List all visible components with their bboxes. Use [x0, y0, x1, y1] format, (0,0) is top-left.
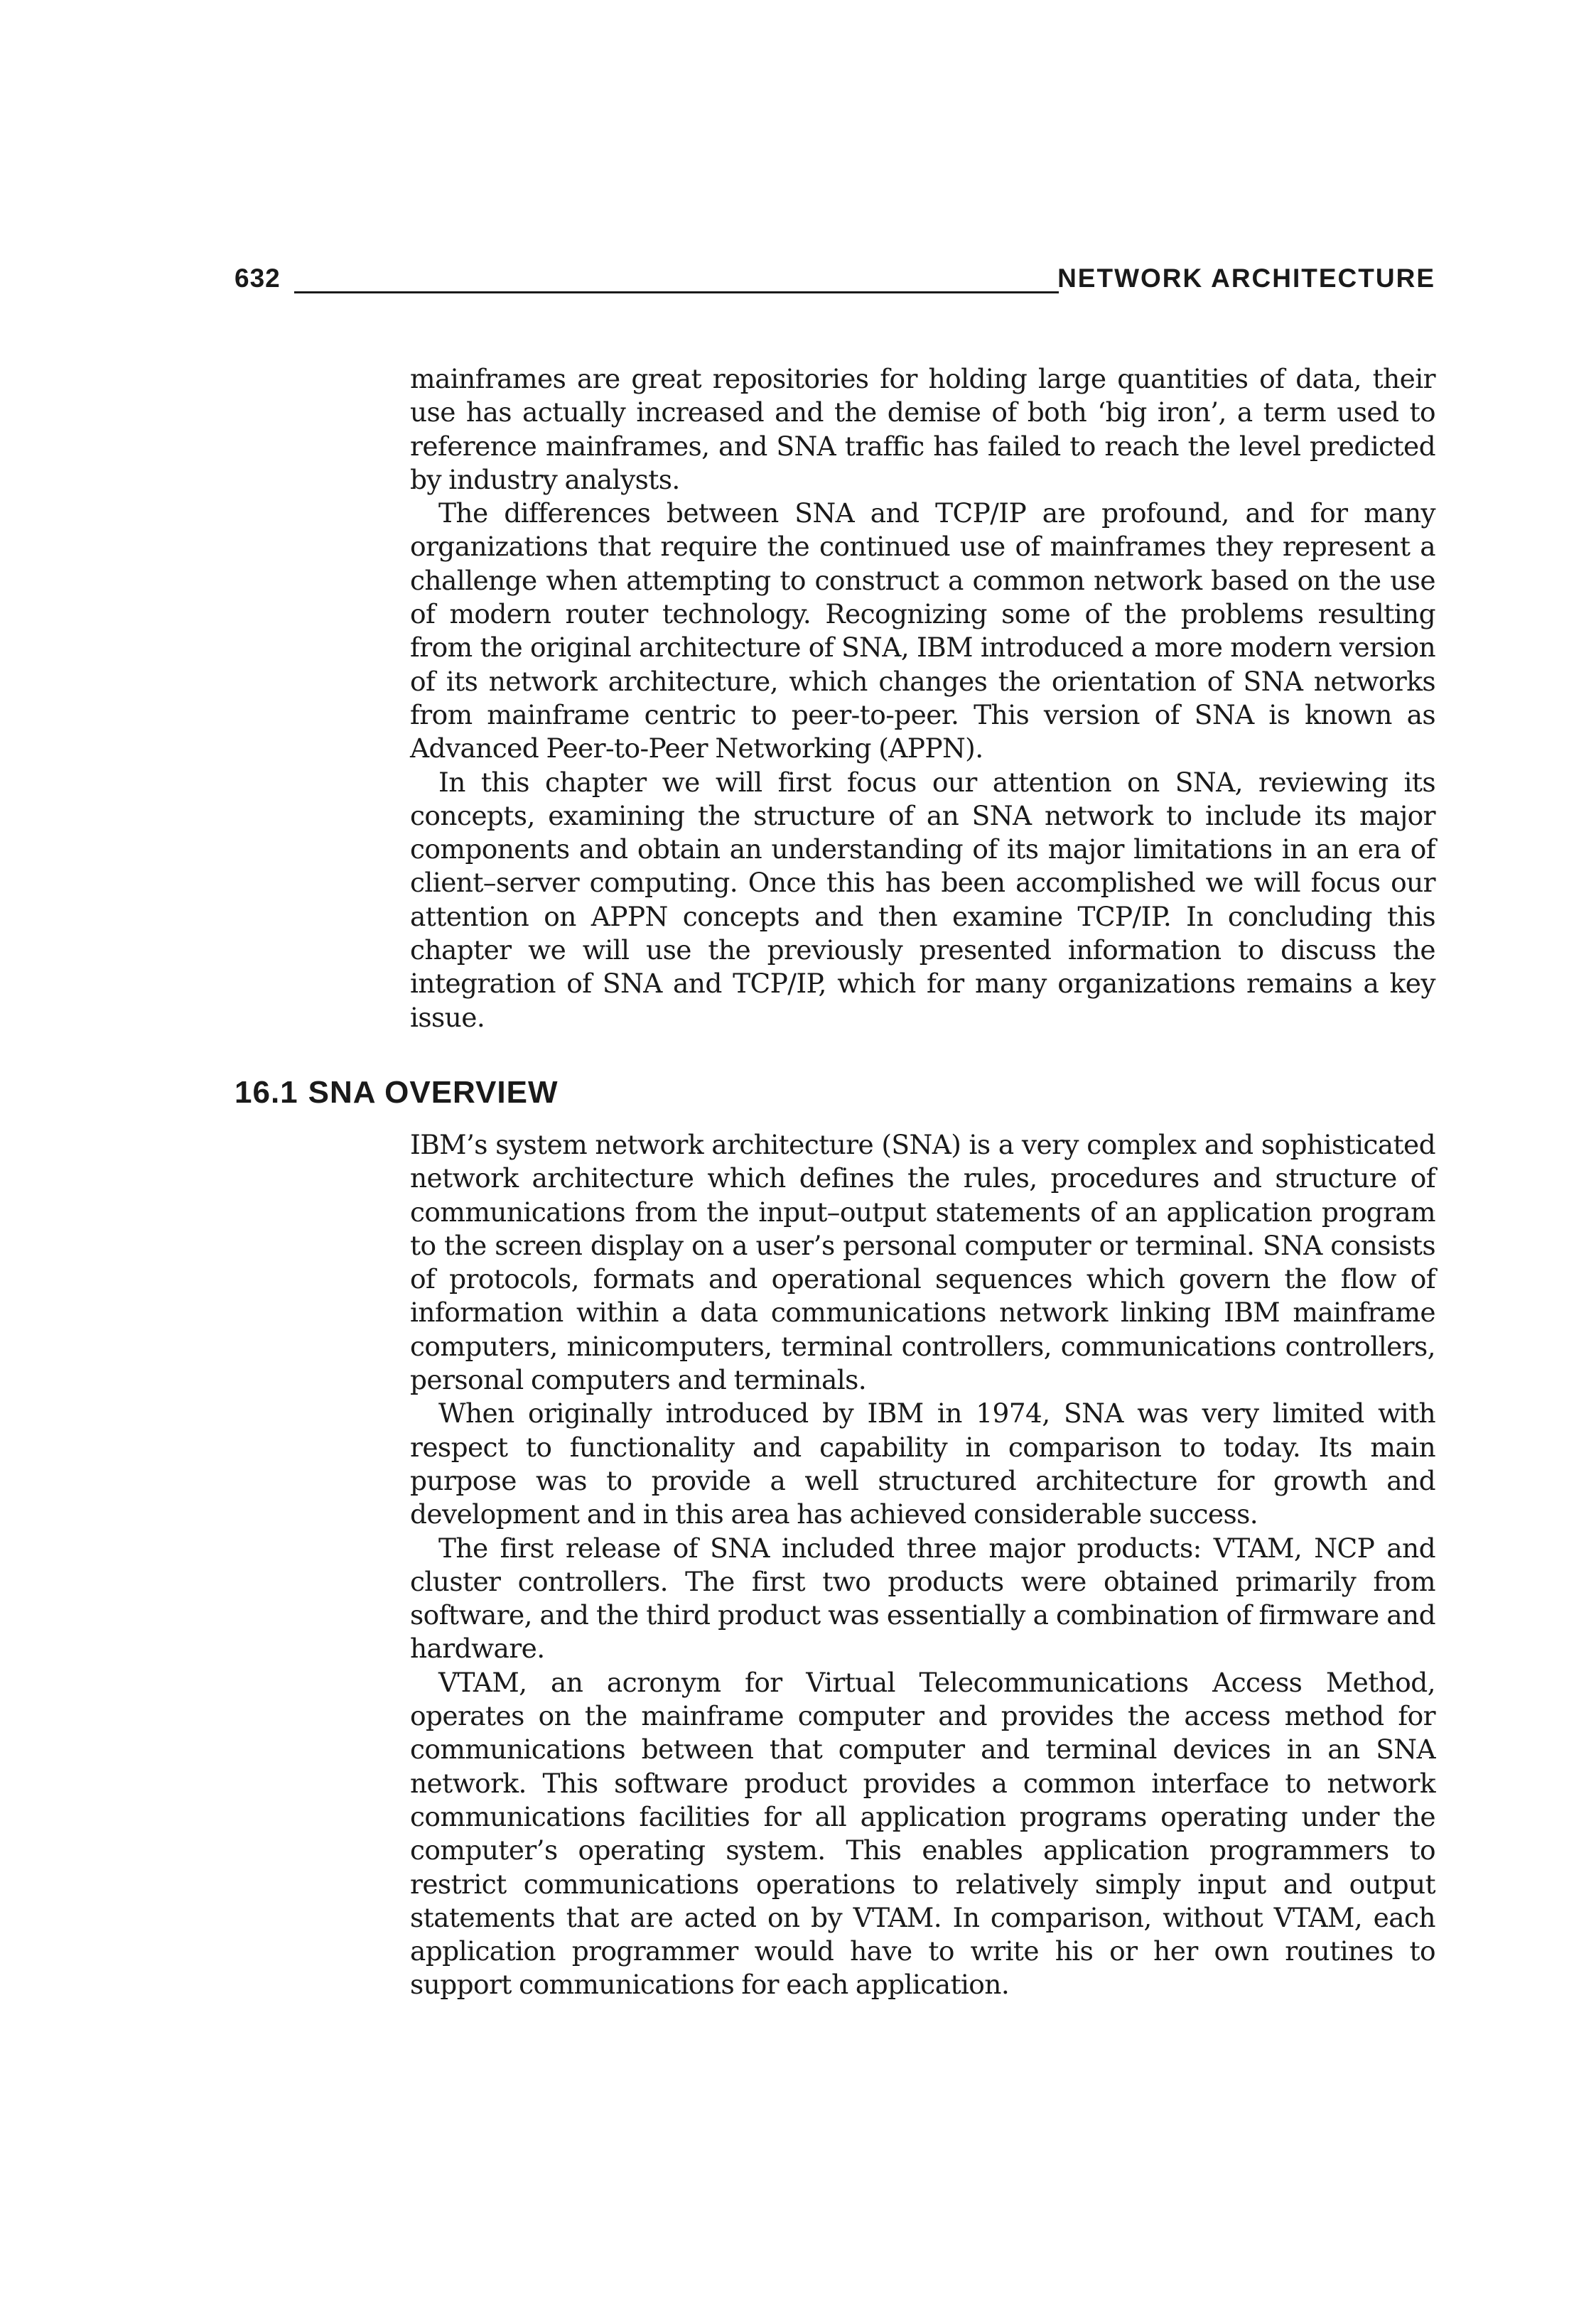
section-paragraph: The first release of SNA included three major products: VTAM, NCP and cluster controllers. The first two products were obtained primarily from software, and the third product was essentially a combination of firmware and hardware.	[410, 1532, 1435, 1665]
intro-paragraph-continuation: mainframes are great repositories for holding large quantities of data, their use has actually increased and the demise of both ‘big iron’, a term used to reference mainframes, and SNA traffic has failed to reach the level predicted by industry analysts.	[410, 363, 1435, 495]
section-paragraph: When originally introduced by IBM in 1974, SNA was very limited with respect to functionality and capability in comparison to today. Its main purpose was to provide a well structured architecture for growth and development and in this area has achieved considerable success.	[410, 1398, 1435, 1530]
section-number: 16.1	[234, 1075, 298, 1110]
section-title: SNA OVERVIEW	[308, 1075, 559, 1110]
intro-text-block	[410, 362, 1435, 1034]
intro-paragraph: The differences between SNA and TCP/IP are profound, and for many organizations that require the continued use of mainframes they represent a challenge when attempting to construct a common network based on the use of modern router technology. Recognizing some of the problems resulting from the original architecture of SNA, IBM introduced a more modern version of its network architecture, which changes the orientation of SNA networks from mainframe centric to peer-to-peer. This version of SNA is known as Advanced Peer-to-Peer Networking (APPN).	[410, 497, 1435, 764]
section-heading	[234, 1071, 558, 1114]
page-number: 632	[234, 264, 281, 293]
running-title: NETWORK ARCHITECTURE	[1057, 264, 1435, 293]
section-paragraph: VTAM, an acronym for Virtual Telecommunications Access Method, operates on the mainframe computer and provides the access method for communications between that computer and terminal devices in an SNA network. This software product provides a common interface to network communications facilities for all application programs operating under the computer’s operating system. This enables application programmers to restrict communications operations to relatively simply input and output statements that are acted on by VTAM. In comparison, without VTAM, each application programmer would have to write his or her own routines to support communications for each application.	[410, 1666, 1435, 2001]
intro-paragraph: In this chapter we will first focus our attention on SNA, reviewing its concepts, examining the structure of an SNA network to include its major components and obtain an understanding of its major limitations in an era of client–server computing. Once this has been accomplished we will focus our attention on APPN concepts and then examine TCP/IP. In concluding this chapter we will use the previously presented information to discuss the integration of SNA and TCP/IP, which for many organizations remains a key issue.	[410, 766, 1435, 1033]
running-head	[234, 260, 1435, 297]
section-paragraph: IBM’s system network architecture (SNA) is a very complex and sophisticated network architecture which defines the rules, procedures and structure of communications from the input–output statements of an application program to the screen display on a user’s personal computer or terminal. SNA consists of protocols, formats and operational sequences which govern the flow of information within a data communications network linking IBM mainframe computers, minicomputers, terminal controllers, communications controllers, personal computers and terminals.	[410, 1129, 1435, 1396]
header-rule	[294, 291, 1059, 293]
section-text-block	[410, 1128, 1435, 2002]
